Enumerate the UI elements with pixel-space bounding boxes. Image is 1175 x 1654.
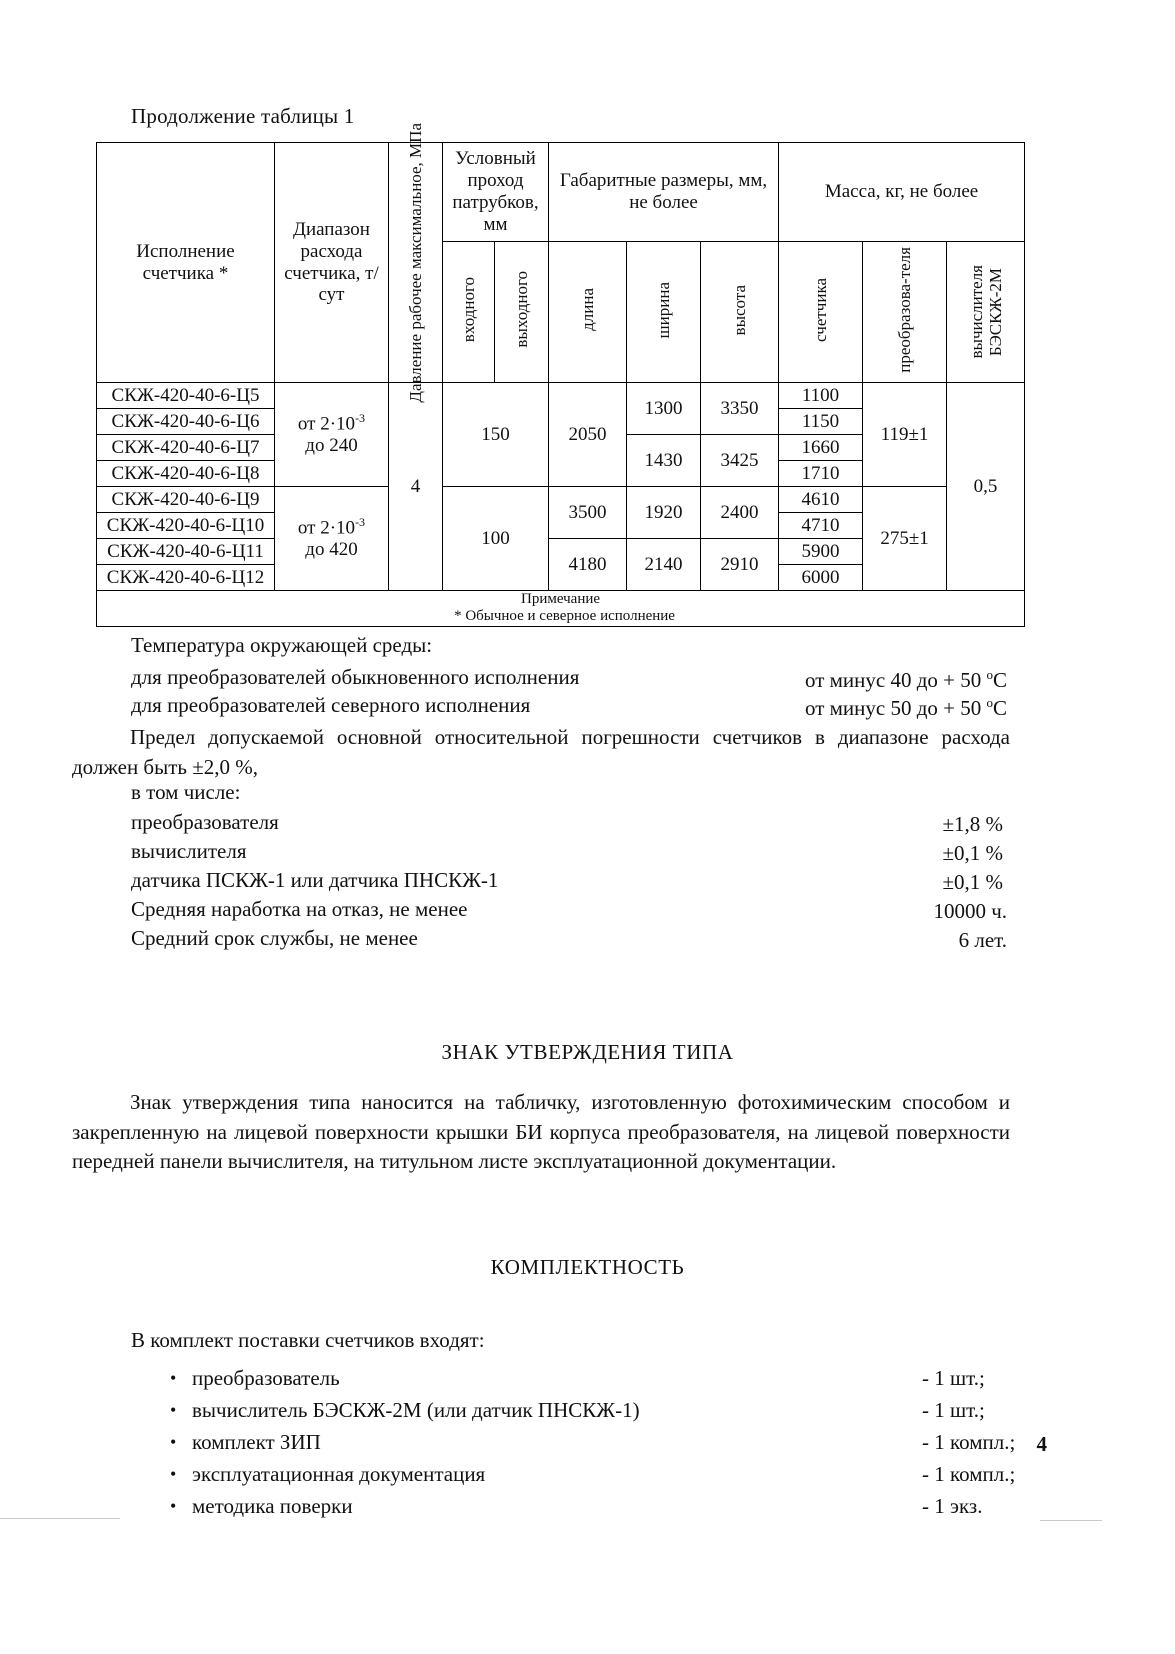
header-dn-inlet: входного <box>443 242 495 383</box>
completeness-intro: В комплект поставки счетчиков входят: <box>131 1328 485 1352</box>
accuracy-item-1-value: ±0,1 % <box>942 841 1003 865</box>
cell-height-2: 3425 <box>701 435 779 487</box>
accuracy-item-2-label: датчика ПСКЖ-1 или датчика ПНСКЖ-1 <box>131 868 499 892</box>
table-row <box>97 383 1025 409</box>
type-approval-paragraph: Знак утверждения типа наносится на табличку, изготовленную фотохимическим способом и закрепленную на лицевой поверхности крышки БИ корпуса преобразователя, на лицевой поверхности передней панели вычислителя, на титульном листе эксплуатационной документации. <box>72 1090 1010 1173</box>
cell-model: СКЖ-420-40-6-Ц11 <box>97 539 275 565</box>
cell-model: СКЖ-420-40-6-Ц10 <box>97 513 275 539</box>
table-note-row <box>97 591 1025 627</box>
cell-mass-calculator: 0,5 <box>947 383 1025 591</box>
accuracy-item-3-value: 10000 ч. <box>933 899 1007 923</box>
cell-mass-counter: 1710 <box>779 461 863 487</box>
cell-length-2a: 3500 <box>549 487 627 539</box>
page-number: 4 <box>1036 1432 1047 1456</box>
header-group-mass: Масса, кг, не более <box>779 143 1025 242</box>
cell-model: СКЖ-420-40-6-Ц9 <box>97 487 275 513</box>
cell-width-3: 1920 <box>627 487 701 539</box>
cell-height-1: 3350 <box>701 383 779 435</box>
accuracy-item-0-label: преобразователя <box>131 810 279 834</box>
table-continuation-caption: Продолжение таблицы 1 <box>131 104 355 128</box>
note-text: * Обычное и северное исполнение <box>454 608 675 625</box>
list-item-value: - 1 шт.; <box>922 1398 985 1422</box>
list-item-value: - 1 компл.; <box>922 1430 1016 1454</box>
header-mass-counter: счетчика <box>779 242 863 383</box>
list-item: • эксплуатационная документация <box>158 1458 640 1490</box>
cell-model: СКЖ-420-40-6-Ц5 <box>97 383 275 409</box>
header-group-dn: Условный проход патрубков, мм <box>443 143 549 242</box>
header-mass-calculator: вычислителя БЭСКЖ-2М <box>947 242 1025 383</box>
cell-flow-range-2: от $2\cdot 10^{-3}$ до 420 <box>275 487 389 591</box>
cell-pressure: 4 <box>389 383 443 591</box>
scan-artifact <box>1040 1520 1102 1521</box>
cell-width-4: 2140 <box>627 539 701 591</box>
cell-mass-counter: 5900 <box>779 539 863 565</box>
cell-mass-transducer-2: 275±1 <box>863 487 947 591</box>
header-pressure-label: Давление рабочее максимальное, МПа <box>405 122 425 403</box>
cell-mass-counter: 1150 <box>779 409 863 435</box>
cell-dn-1: 150 <box>443 383 549 487</box>
temperature-row1-value: от минус 40 до + 50 $^o$С <box>804 667 1007 692</box>
header-dim-height: высота <box>701 242 779 383</box>
list-item: • вычислитель БЭСКЖ-2М (или датчик ПНСКЖ-1) <box>158 1394 640 1426</box>
temperature-title: Температура окружающей среды: <box>131 633 433 657</box>
cell-height-3: 2400 <box>701 487 779 539</box>
completeness-heading: КОМПЛЕКТНОСТЬ <box>490 1255 685 1279</box>
temperature-row1-label: для преобразователей обыкновенного исполнения <box>131 665 580 689</box>
header-mass-transducer: преобразова-теля <box>863 242 947 383</box>
header-model: Исполнение счетчика * <box>97 143 275 383</box>
cell-width-2: 1430 <box>627 435 701 487</box>
list-item: • комплект ЗИП <box>158 1426 640 1458</box>
cell-model: СКЖ-420-40-6-Ц7 <box>97 435 275 461</box>
completeness-values <box>922 1362 1015 1522</box>
cell-flow-range-1: от $2\cdot 10^{-3}$ до 240 <box>275 383 389 487</box>
cell-model: СКЖ-420-40-6-Ц12 <box>97 565 275 591</box>
table-row <box>97 487 1025 513</box>
accuracy-including-label: в том числе: <box>131 780 241 804</box>
accuracy-item-4-value: 6 лет. <box>958 928 1007 952</box>
temperature-row2-label: для преобразователей северного исполнения <box>131 693 531 717</box>
note-title: Примечание <box>520 591 601 607</box>
accuracy-item-4-label: Средний срок службы, не менее <box>131 926 418 950</box>
table-note <box>97 591 1025 627</box>
list-item-value: - 1 шт.; <box>922 1366 985 1390</box>
cell-width-1: 1300 <box>627 383 701 435</box>
cell-height-4: 2910 <box>701 539 779 591</box>
cell-mass-transducer-1: 119±1 <box>863 383 947 487</box>
temperature-row2-value: от минус 50 до + 50 $^o$С <box>804 695 1007 720</box>
cell-mass-counter: 1660 <box>779 435 863 461</box>
header-pressure <box>389 122 443 403</box>
list-item-value: - 1 компл.; <box>922 1462 1016 1486</box>
list-item-value: - 1 экз. <box>922 1494 983 1518</box>
cell-mass-counter: 4610 <box>779 487 863 513</box>
cell-mass-counter: 6000 <box>779 565 863 591</box>
scan-artifact <box>0 1518 120 1519</box>
type-approval-heading: ЗНАК УТВЕРЖДЕНИЯ ТИПА <box>441 1040 734 1064</box>
header-flow-range: Диапазон расхода счетчика, т/сут <box>275 143 389 383</box>
completeness-list <box>158 1362 640 1522</box>
specification-table <box>96 122 1025 627</box>
accuracy-paragraph: Предел допускаемой основной относительной погрешности счетчиков в диапазоне расхода должен быть ±2,0 %, <box>72 725 1010 779</box>
cell-model: СКЖ-420-40-6-Ц6 <box>97 409 275 435</box>
accuracy-item-3-label: Средняя наработка на отказ, не менее <box>131 897 468 921</box>
list-item: • методика поверки <box>158 1490 640 1522</box>
cell-dn-2: 100 <box>443 487 549 591</box>
cell-mass-counter: 4710 <box>779 513 863 539</box>
cell-length-2b: 4180 <box>549 539 627 591</box>
header-group-dimensions: Габаритные размеры, мм, не более <box>549 143 779 242</box>
list-item: • преобразователь <box>158 1362 640 1394</box>
cell-mass-counter: 1100 <box>779 383 863 409</box>
cell-model: СКЖ-420-40-6-Ц8 <box>97 461 275 487</box>
accuracy-item-2-value: ±0,1 % <box>942 870 1003 894</box>
accuracy-item-0-value: ±1,8 % <box>942 812 1003 836</box>
header-dim-length: длина <box>549 242 627 383</box>
header-dim-width: ширина <box>627 242 701 383</box>
accuracy-item-1-label: вычислителя <box>131 839 247 863</box>
header-dn-outlet: выходного <box>495 242 549 383</box>
cell-length-1: 2050 <box>549 383 627 487</box>
